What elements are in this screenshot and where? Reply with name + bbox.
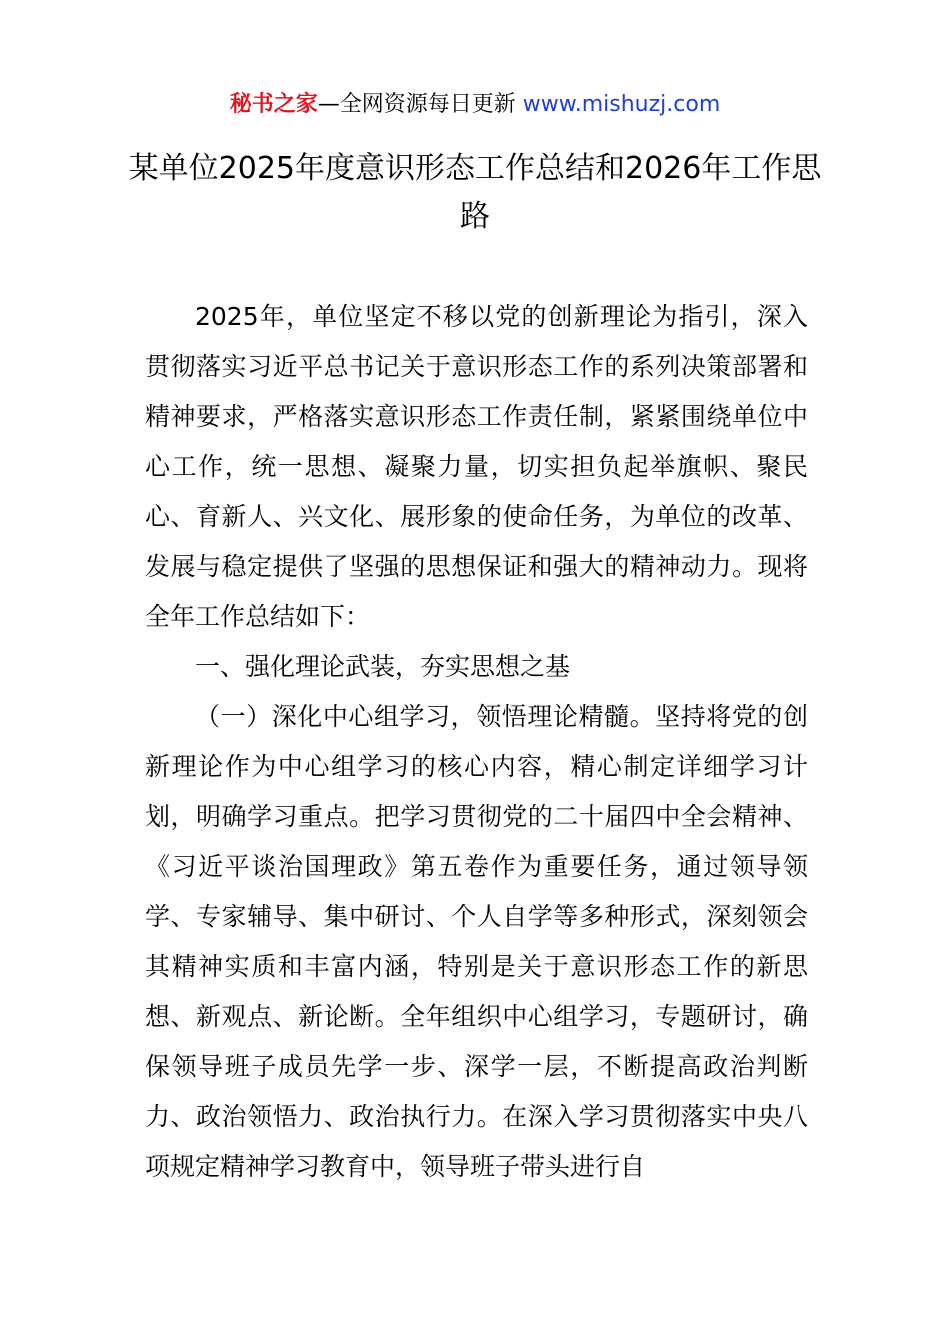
- site-name: 秘书之家: [229, 92, 318, 117]
- site-header: [0, 88, 950, 122]
- subsection-paragraph: （一）深化中心组学习，领悟理论精髓。坚持将党的创新理论作为中心组学习的核心内容，精心制定详细学习计划，明确学习重点。把学习贯彻党的二十届四中全会精神、《习近平谈治国理政》第五卷作为重要任务，通过领导领学、专家辅导、集中研讨、个人自学等多种形式，深刻领会其精神实质和丰富内涵，特别是关于意识形态工作的新思想、新观点、新论断。全年组织中心组学习，专题研讨，确保领导班子成员先学一步、深学一层，不断提高政治判断力、政治领悟力、政治执行力。在深入学习贯彻落实中央八项规定精神学习教育中，领导班子带头进行自: [145, 702, 808, 1181]
- site-slogan: —全网资源每日更新: [317, 92, 523, 117]
- intro-paragraph: 2025年，单位坚定不移以党的创新理论为指引，深入贯彻落实习近平总书记关于意识形态工作的系列决策部署和精神要求，严格落实意识形态工作责任制，紧紧围绕单位中心工作，统一思想、凝聚力量，切实担负起举旗帜、聚民心、育新人、兴文化、展形象的使命任务，为单位的改革、发展与稳定提供了坚强的思想保证和强大的精神动力。现将全年工作总结如下：: [145, 302, 808, 631]
- document-title: 某单位2025年度意识形态工作总结和2026年工作思路: [128, 151, 822, 234]
- document-body: [145, 292, 808, 1192]
- site-url[interactable]: www.mishuzj.com: [522, 92, 721, 117]
- section-heading: 一、强化理论武装，夯实思想之基: [195, 652, 571, 681]
